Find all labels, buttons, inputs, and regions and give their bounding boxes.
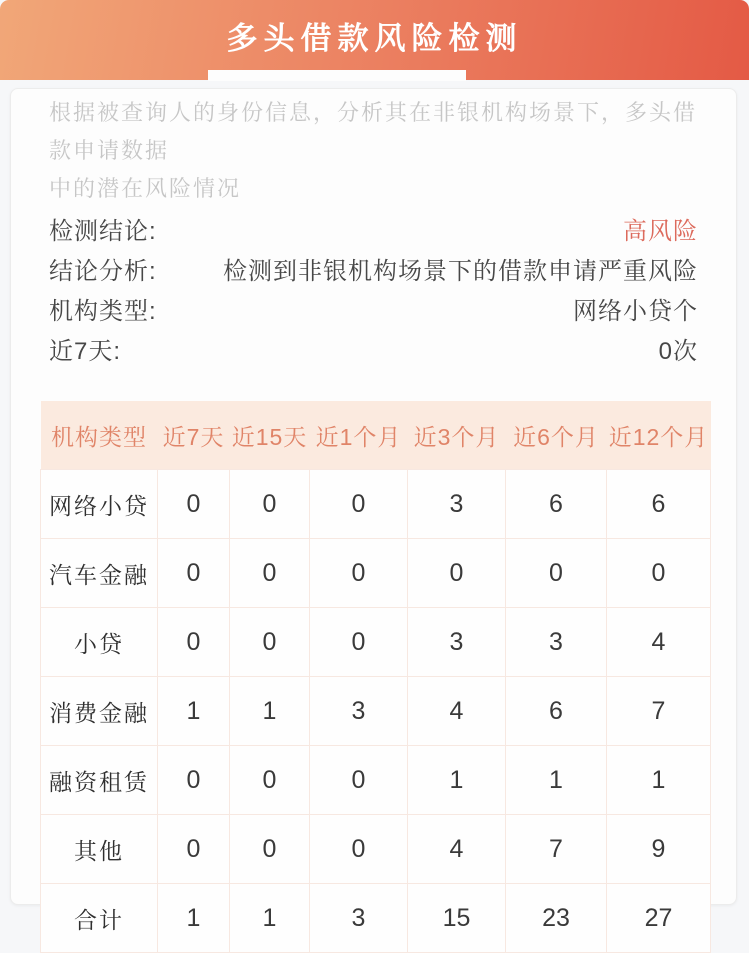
report-description [49, 94, 698, 208]
table-cell: 0 [230, 608, 310, 677]
table-cell: 27 [607, 884, 711, 953]
banner-notch [208, 70, 466, 81]
table-cell: 0 [607, 539, 711, 608]
table-cell: 0 [310, 815, 408, 884]
table-cell: 7 [506, 815, 607, 884]
row-label: 消费金融 [41, 677, 158, 746]
table-cell: 3 [506, 608, 607, 677]
detail-label-conclusion: 检测结论: [49, 217, 157, 245]
row-label: 融资租赁 [41, 746, 158, 815]
row-label: 网络小贷 [41, 470, 158, 539]
table-cell: 0 [158, 608, 230, 677]
table-cell: 0 [158, 815, 230, 884]
page-title: 多头借款风险检测 [226, 21, 523, 56]
table-cell: 4 [408, 677, 506, 746]
column-header-15-days: 近15天 [230, 401, 310, 470]
table-cell: 0 [310, 608, 408, 677]
table-cell: 0 [158, 470, 230, 539]
table-cell: 1 [408, 746, 506, 815]
column-header-3-months: 近3个月 [408, 401, 506, 470]
detail-value-institution-type: 网络小贷个 [573, 297, 698, 325]
table-row [41, 746, 711, 815]
table-cell: 4 [607, 608, 711, 677]
table-row [41, 815, 711, 884]
table-cell: 0 [310, 470, 408, 539]
report-banner [0, 0, 749, 80]
table-header-row [41, 401, 711, 470]
table-cell: 7 [607, 677, 711, 746]
table-row [41, 608, 711, 677]
table-cell: 0 [310, 539, 408, 608]
detail-value-recent-7-days: 0次 [658, 337, 698, 365]
table-cell: 0 [158, 746, 230, 815]
table-cell: 6 [506, 677, 607, 746]
table-cell: 9 [607, 815, 711, 884]
table-cell: 1 [230, 677, 310, 746]
report-description-line1: 根据被查询人的身份信息，分析其在非银机构场景下，多头借款申请数据 [49, 100, 698, 163]
table-cell: 0 [230, 746, 310, 815]
detail-value-conclusion: 高风险 [623, 217, 698, 245]
table-cell: 15 [408, 884, 506, 953]
detail-value-analysis: 检测到非银机构场景下的借款申请严重风险 [223, 257, 698, 285]
table-cell: 1 [607, 746, 711, 815]
table-cell: 3 [310, 677, 408, 746]
table-cell: 3 [408, 470, 506, 539]
table-cell: 1 [230, 884, 310, 953]
table-row [41, 539, 711, 608]
table-cell: 0 [408, 539, 506, 608]
table-row-total [41, 884, 711, 953]
table-cell: 3 [408, 608, 506, 677]
table-cell: 6 [506, 470, 607, 539]
column-header-institution-type: 机构类型 [41, 401, 158, 470]
row-label: 小贷 [41, 608, 158, 677]
loan-stats-table [40, 401, 711, 953]
column-header-1-month: 近1个月 [310, 401, 408, 470]
detail-label-recent-7-days: 近7天: [49, 337, 122, 365]
table-cell: 1 [158, 677, 230, 746]
column-header-12-months: 近12个月 [607, 401, 711, 470]
row-label: 汽车金融 [41, 539, 158, 608]
report-description-line2: 中的潜在风险情况 [49, 176, 242, 201]
table-cell: 0 [230, 539, 310, 608]
detail-row-recent-7-days [11, 328, 736, 368]
column-header-7-days: 近7天 [158, 401, 230, 470]
row-label: 其他 [41, 815, 158, 884]
table-cell: 0 [310, 746, 408, 815]
detail-row-institution-type [11, 288, 736, 328]
table-cell: 4 [408, 815, 506, 884]
table-cell: 0 [230, 470, 310, 539]
table-cell: 0 [506, 539, 607, 608]
table-cell: 1 [158, 884, 230, 953]
report-card [10, 88, 737, 933]
table-cell: 23 [506, 884, 607, 953]
row-label-total: 合计 [41, 884, 158, 953]
table-row [41, 677, 711, 746]
detail-row-conclusion [11, 208, 736, 248]
detail-label-analysis: 结论分析: [49, 257, 157, 285]
column-header-6-months: 近6个月 [506, 401, 607, 470]
table-cell: 0 [158, 539, 230, 608]
table-cell: 6 [607, 470, 711, 539]
table-cell: 0 [230, 815, 310, 884]
table-cell: 1 [506, 746, 607, 815]
table-cell: 3 [310, 884, 408, 953]
detail-label-institution-type: 机构类型: [49, 297, 157, 325]
detail-list [11, 208, 736, 368]
detail-row-analysis [11, 248, 736, 288]
table-row [41, 470, 711, 539]
